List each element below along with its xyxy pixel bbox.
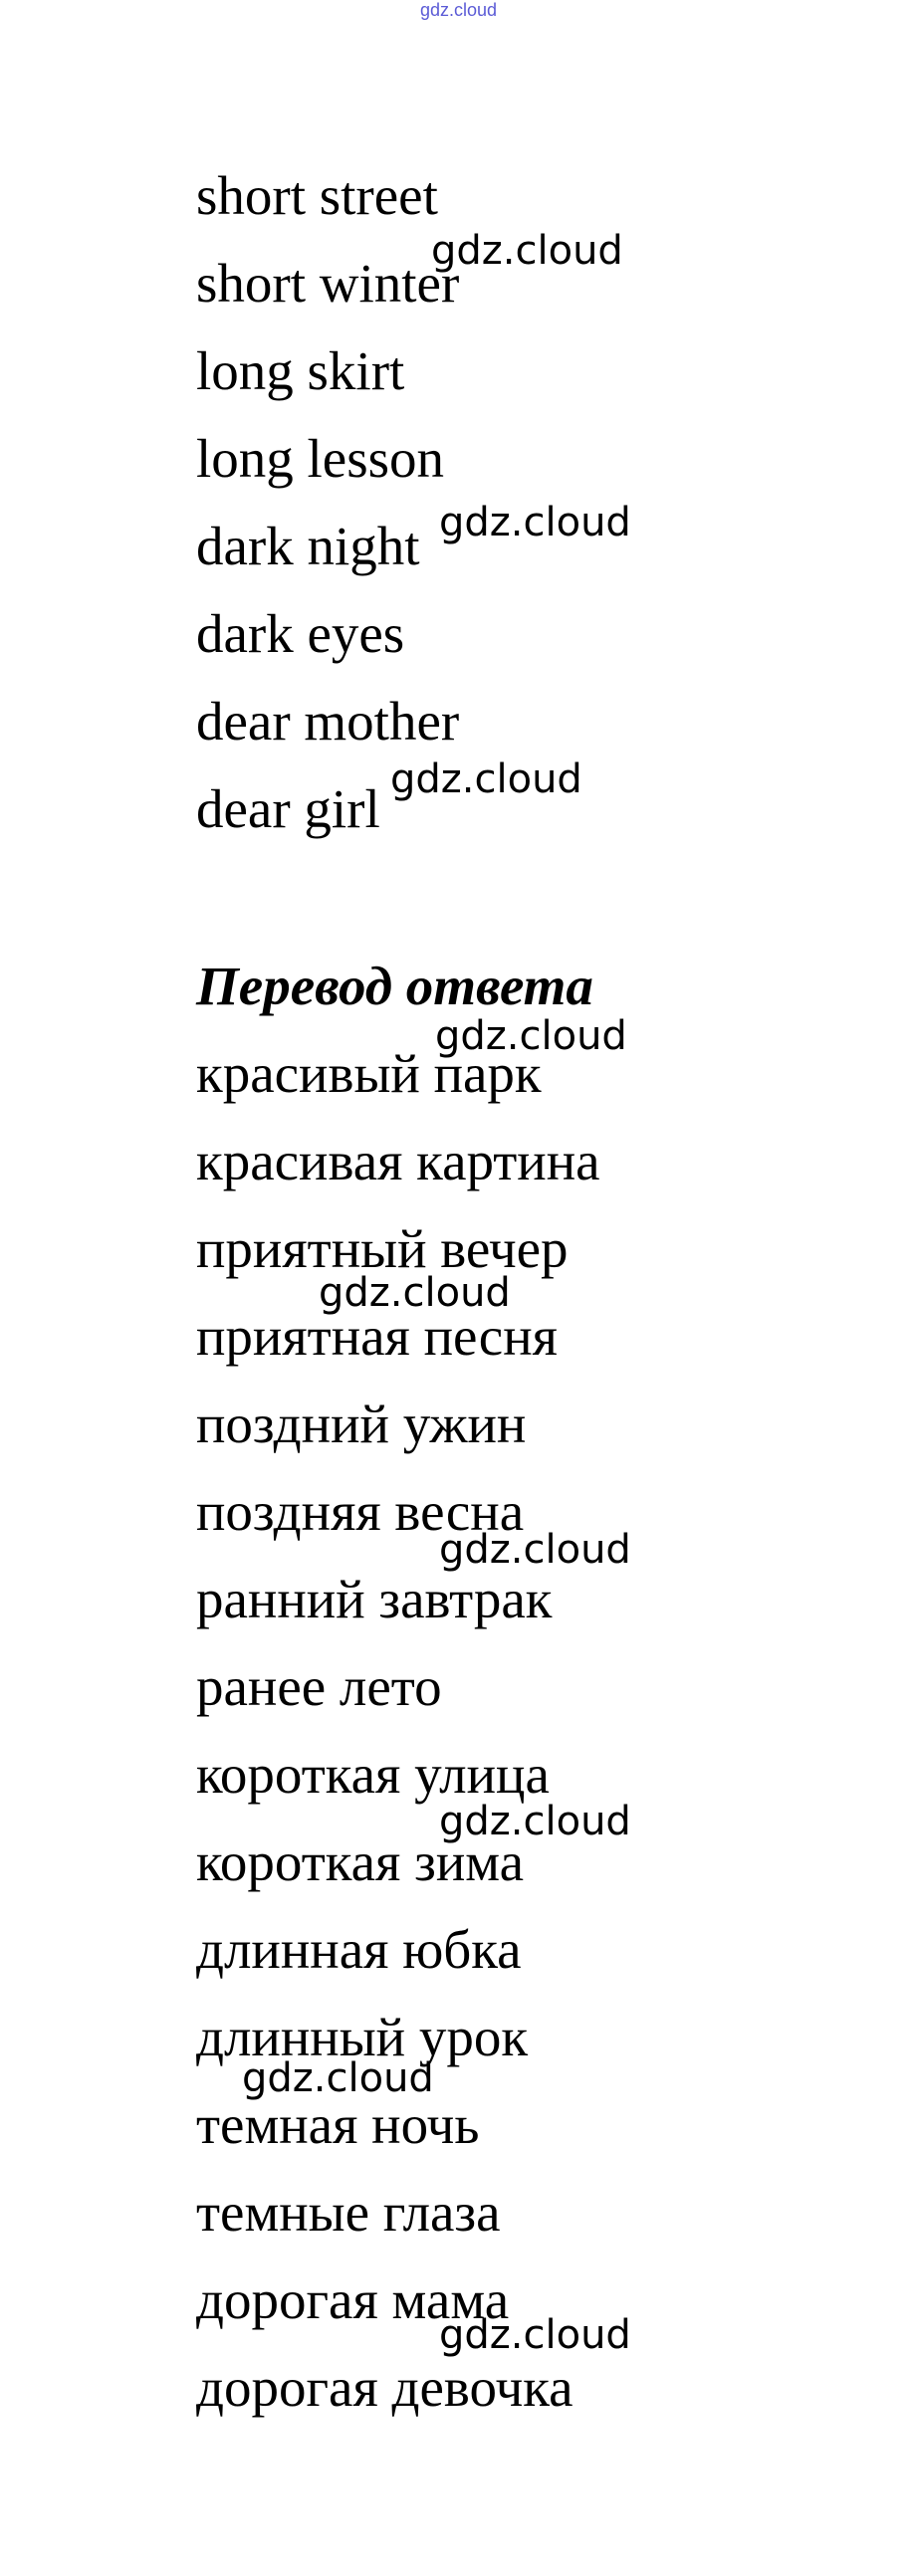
watermark: gdz.cloud bbox=[390, 756, 582, 802]
watermark: gdz.cloud bbox=[439, 1799, 631, 1844]
russian-line: короткая зима bbox=[196, 1831, 525, 1892]
russian-line: дорогая девочка bbox=[196, 2357, 573, 2418]
russian-line: красивый парк bbox=[196, 1043, 542, 1104]
russian-line: ранее лето bbox=[196, 1656, 442, 1717]
english-line: dark night bbox=[196, 516, 420, 576]
russian-line: короткая улица bbox=[196, 1744, 550, 1805]
english-line: dear girl bbox=[196, 778, 380, 839]
watermark: gdz.cloud bbox=[439, 500, 631, 545]
english-line: short winter bbox=[196, 253, 460, 314]
russian-line: поздняя весна bbox=[196, 1481, 525, 1542]
russian-line: красивая картина bbox=[196, 1131, 600, 1191]
english-line: long lesson bbox=[196, 428, 445, 489]
russian-line: длинная юбка bbox=[196, 1919, 522, 1980]
russian-line: поздний ужин bbox=[196, 1394, 527, 1454]
english-line: dark eyes bbox=[196, 603, 405, 664]
watermark: gdz.cloud bbox=[242, 2055, 434, 2101]
russian-line: приятная песня bbox=[196, 1306, 558, 1367]
english-line: long skirt bbox=[196, 340, 405, 401]
watermark: gdz.cloud bbox=[435, 1013, 627, 1059]
translation-heading: Перевод ответа bbox=[196, 956, 593, 1016]
watermark: gdz.cloud bbox=[319, 1270, 511, 1316]
russian-line: дорогая мама bbox=[196, 2269, 510, 2330]
russian-line: ранний завтрак bbox=[196, 1569, 553, 1629]
watermark: gdz.cloud bbox=[439, 2312, 631, 2358]
watermark: gdz.cloud bbox=[439, 1527, 631, 1573]
russian-line: темная ночь bbox=[196, 2094, 480, 2155]
english-line: dear mother bbox=[196, 691, 460, 751]
russian-line: приятный вечер bbox=[196, 1218, 569, 1279]
watermark: gdz.cloud bbox=[431, 228, 623, 274]
english-line: short street bbox=[196, 165, 438, 226]
russian-line: длинный урок bbox=[196, 2007, 529, 2067]
russian-line: темные глаза bbox=[196, 2182, 501, 2243]
top-watermark: gdz.cloud bbox=[419, 0, 498, 20]
